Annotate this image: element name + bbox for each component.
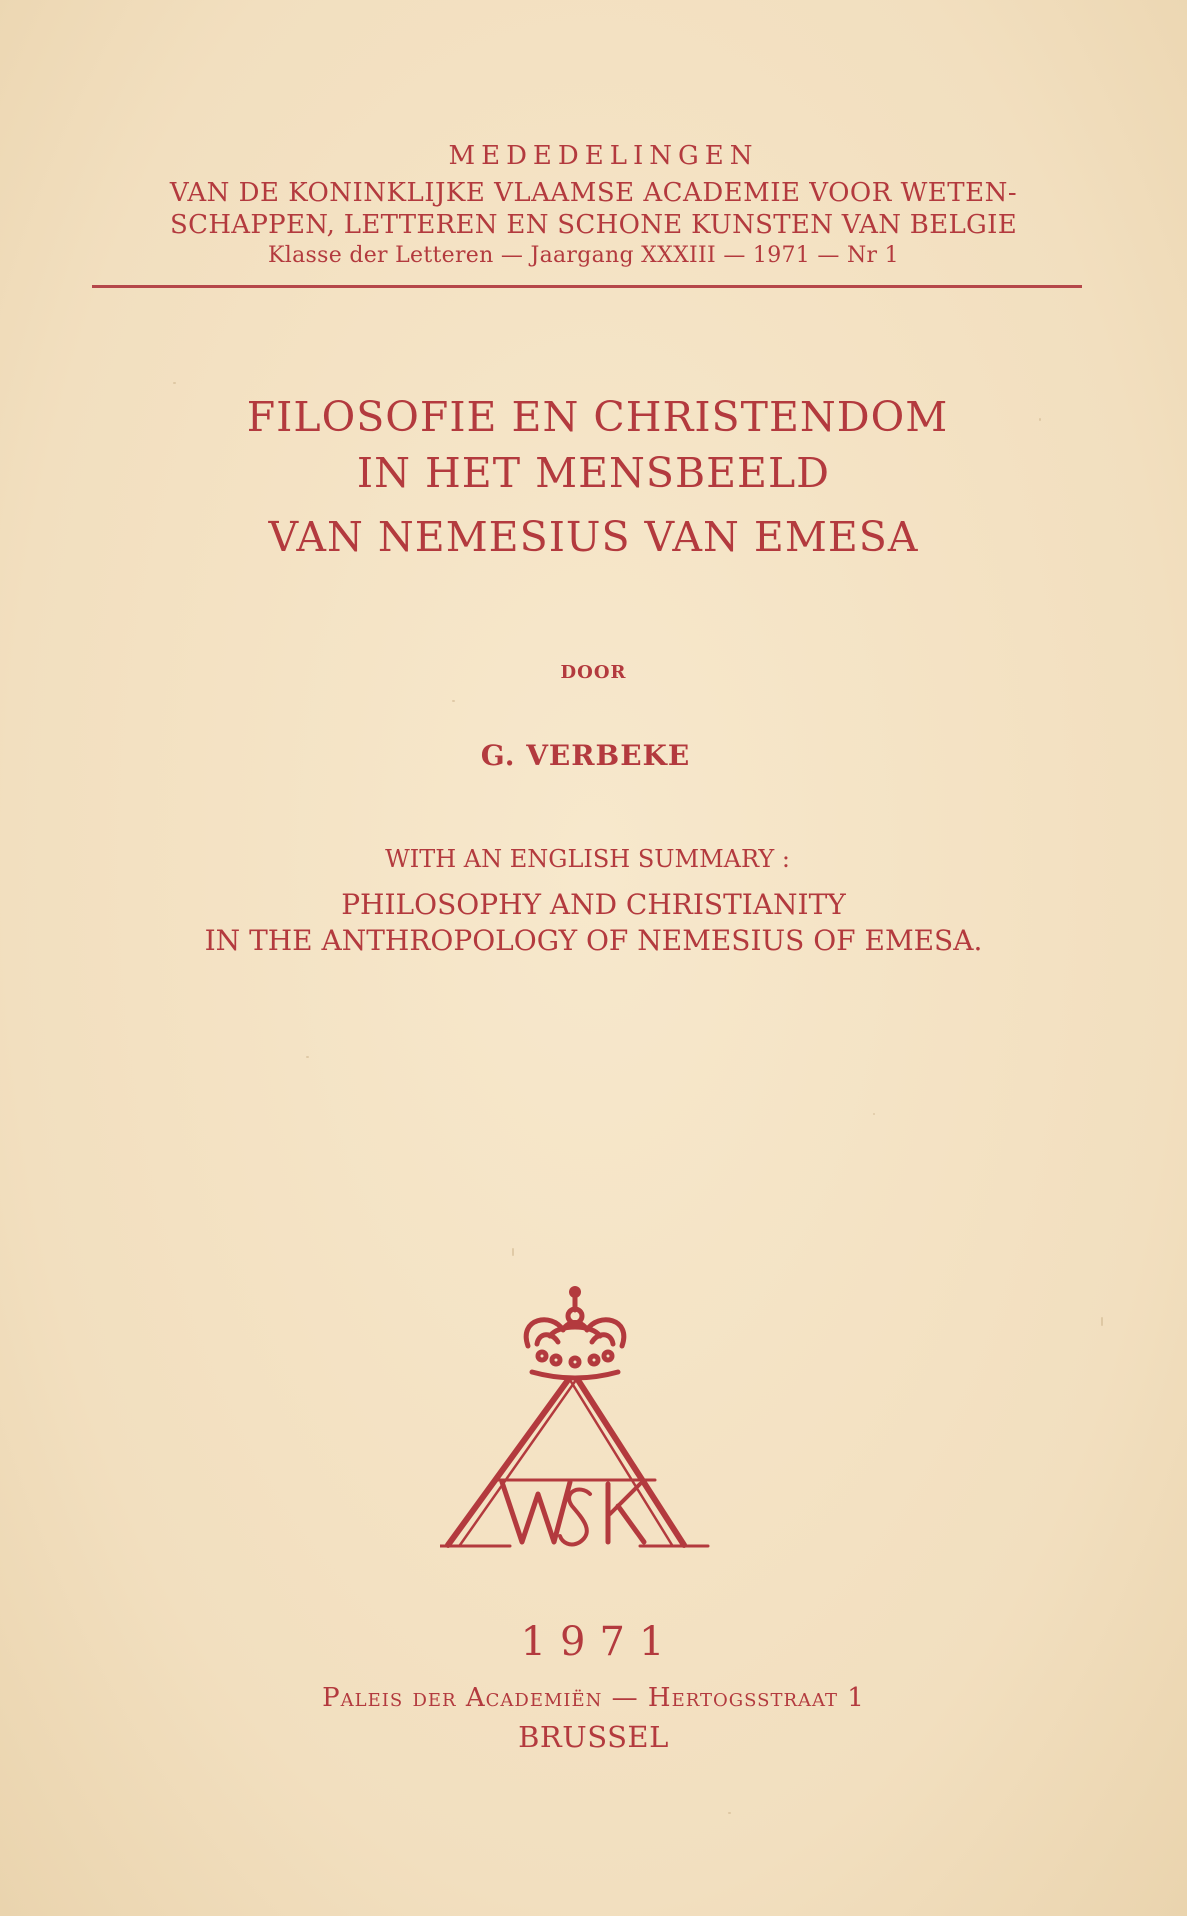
title-line-3: VAN NEMESIUS VAN EMESA: [268, 513, 919, 561]
paper-speck: [306, 1056, 309, 1058]
publisher-city: BRUSSEL: [518, 1720, 669, 1754]
title-line-1: FILOSOFIE EN CHRISTENDOM: [246, 393, 949, 441]
publication-year: 1971: [520, 1619, 679, 1665]
series-title: MEDEDELINGEN: [448, 141, 759, 171]
summary-label: WITH AN ENGLISH SUMMARY :: [385, 845, 790, 873]
header-rule: [92, 285, 1082, 288]
summary-title-line-1: PHILOSOPHY AND CHRISTIANITY: [341, 888, 846, 921]
paper-speck: [173, 382, 176, 384]
paper-speck: [452, 700, 455, 702]
paper-speck: [873, 1113, 875, 1115]
issue-line: Klasse der Letteren — Jaargang XXXIII — 1971 — Nr 1: [268, 243, 899, 268]
paper-speck: [1101, 1317, 1103, 1326]
summary-title-line-2: IN THE ANTHROPOLOGY OF NEMESIUS OF EMESA.: [204, 924, 983, 957]
academy-name-line-2: SCHAPPEN, LETTEREN EN SCHONE KUNSTEN VAN BELGIE: [170, 210, 1017, 240]
door-label: DOOR: [560, 662, 627, 683]
author-name: G. VERBEKE: [480, 739, 691, 772]
academy-name-line-1: VAN DE KONINKLIJKE VLAAMSE ACADEMIE VOOR WETEN-: [169, 178, 1018, 208]
paper-speck: [512, 1248, 514, 1256]
paper-speck: [728, 1812, 731, 1814]
publisher-address: Paleis der Academiën — Hertogsstraat 1: [322, 1683, 865, 1713]
title-line-2: IN HET MENSBEELD: [356, 449, 831, 497]
crowned-academy-monogram-icon: [440, 1280, 710, 1555]
